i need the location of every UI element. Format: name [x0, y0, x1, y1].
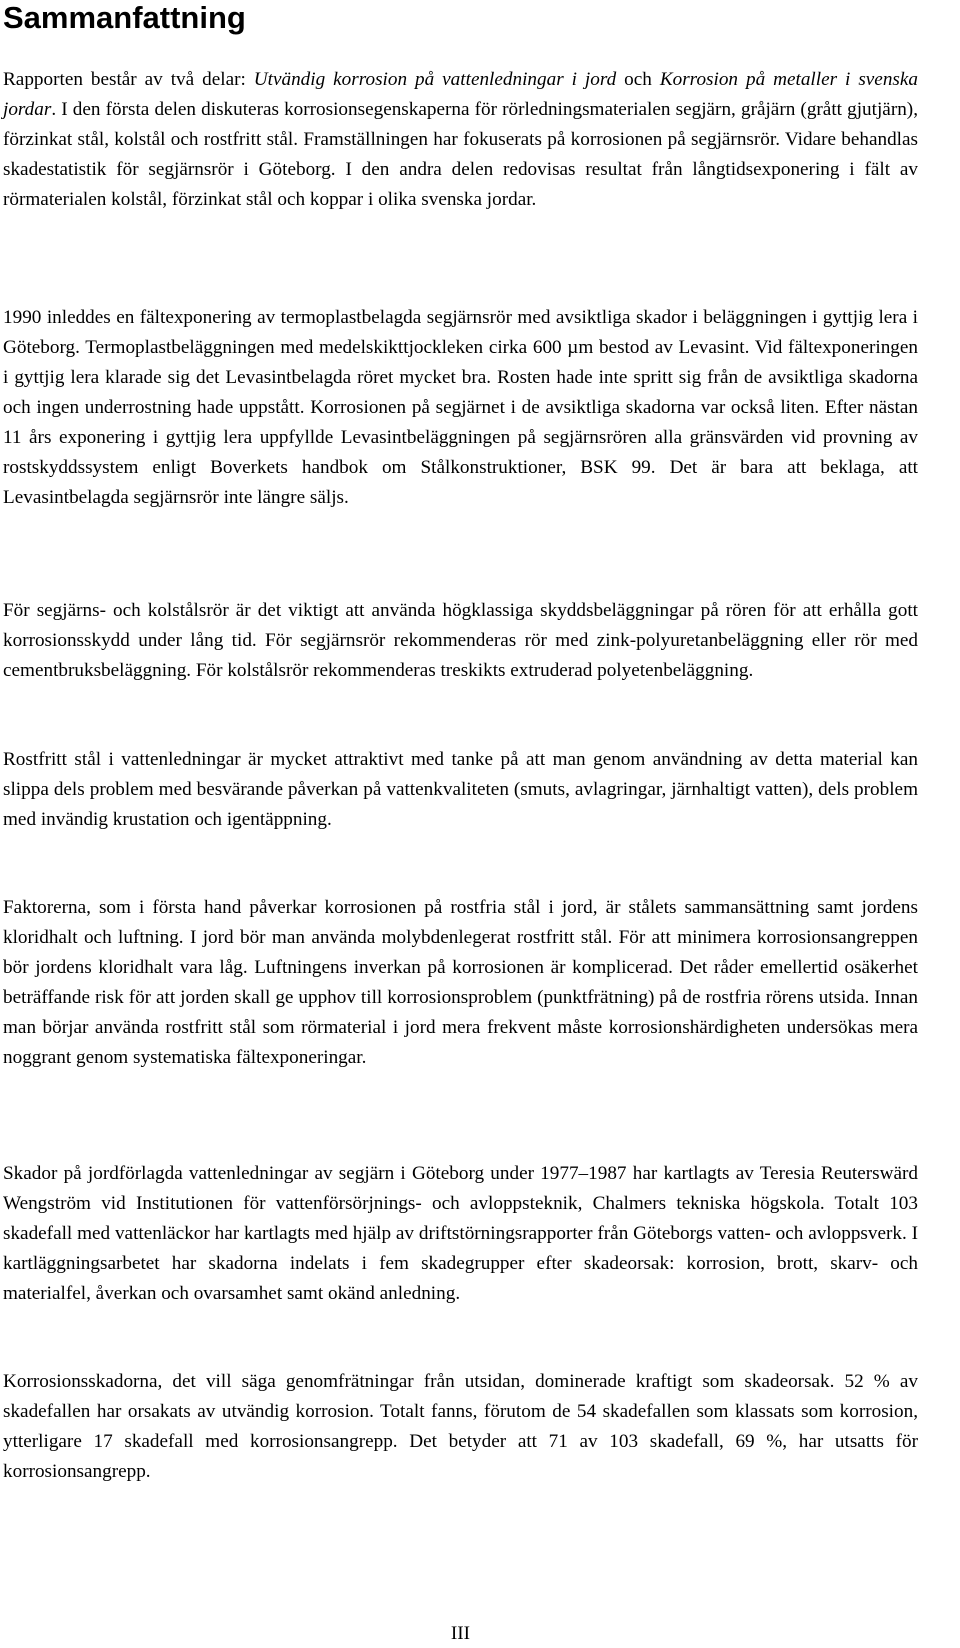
paragraph-factors: Faktorerna, som i första hand påverkar korrosionen på rostfria stål i jord, är stålets sammansättning samt jordens kloridhalt och luftning. I jord bör man använda molybdenlegerat rostfritt stål. För att minimera korrosionsangreppen bör jordens kloridhalt vara låg. Luftningens inverkan på korrosionen är komplicerad. Det råder emellertid osäkerhet beträffande risk för att jorden skall ge upphov till korrosionsproblem (punktfrätning) på de rostfria rörens utsida. Innan man börjar använda rostfritt stål som rörmaterial i jord mera frekvent måste korrosionshärdigheten undersökas mera noggrant genom systematiska fältexponeringar.: [3, 897, 918, 1068]
page-number: III: [450, 1623, 471, 1644]
intro-rest: . I den första delen diskuteras korrosionsegenskaperna för rörledningsmaterialen segjärn, gråjärn (grått gjutjärn), förzinkat stål, kolstål och rostfritt stål. Framställningen har fokuserats på korrosionen på segjärnsrör. Vidare behandlas skadestatistik för segjärnsrör i Göteborg. I den andra delen redovisas resultat från långtidsexponering i fält av rörmaterialen kolstål, förzinkat stål och koppar i olika svenska jordar.: [3, 99, 918, 210]
paragraph-field-exposure: 1990 inleddes en fältexponering av termoplastbelagda segjärnsrör med avsiktliga skador i beläggningen i gyttjig lera i Göteborg. Termoplastbeläggningen med medelskikttjockleken cirka 600 µm bestod av Levasint. Vid fältexponeringen i gyttjig lera klarade sig det Levasintbelagda röret mycket bra. Rosten hade inte spritt sig från de avsiktliga skadorna och ingen underrostning hade uppstått. Korrosionen på segjärnet i de avsiktliga skadorna var också liten. Efter nästan 11 års exponering i gyttjig lera uppfyllde Levasintbeläggningen på segjärnsrören alla gränsvärden vid provning av rostskyddssystem enligt Boverkets handbok om Stålkonstruktioner, BSK 99. Det är bara att beklaga, att Levasintbelagda segjärnsrör inte längre säljs.: [3, 307, 918, 508]
part2-title: Korrosion på metaller i svenska jordar: [3, 69, 918, 120]
paragraph-stainless-steel: Rostfritt stål i vattenledningar är mycket attraktivt med tanke på att man genom användning av detta material kan slippa dels problem med besvärande påverkan på vattenkvaliteten (smuts, avlagringar, järnhaltigt vatten), dels problem med invändig krustation och igentäppning.: [3, 749, 918, 830]
intro-and: och: [616, 69, 660, 90]
paragraph-damage-survey: Skador på jordförlagda vattenledningar av segjärn i Göteborg under 1977–1987 har kartlagts av Teresia Reuterswärd Wengström vid Institutionen för vattenförsörjnings- och avloppsteknik, Chalmers tekniska högskola. Totalt 103 skadefall med vattenläckor har kartlagts med hjälp av driftstörningsrapporter från Göteborgs vatten- och avloppsverk. I kartläggningsarbetet har skadorna indelats i fem skadegrupper efter skadeorsak: korrosion, brott, skarv- och materialfel, åverkan och ovarsamhet samt okänd anledning.: [3, 1163, 918, 1304]
paragraph-corrosion-damage: Korrosionsskadorna, det vill säga genomfrätningar från utsidan, dominerade kraftigt som skadeorsak. 52 % av skadefallen har orsakats av utvändig korrosion. Totalt fanns, förutom de 54 skadefallen som klassats som korrosion, ytterligare 17 skadefall med korrosionsangrepp. Det betyder att 71 av 103 skadefall, 69 %, har utsatts för korrosionsangrepp.: [3, 1371, 918, 1482]
intro-lead: Rapporten består av två delar:: [3, 69, 254, 90]
part1-title: Utvändig korrosion på vattenledningar i jord: [253, 69, 617, 90]
page-title: Sammanfattning: [3, 0, 246, 35]
paragraph-coatings: För segjärns- och kolstålsrör är det viktigt att använda högklassiga skyddsbeläggningar på rören för att erhålla gott korrosionsskydd under lång tid. För segjärnsrör rekommenderas rör med zink-polyuretanbeläggning eller rör med cementbruksbeläggning. För kolstålsrör rekommenderas treskikts extruderad polyetenbeläggning.: [3, 600, 918, 681]
document-page: [3, 0, 918, 1644]
paragraph-intro: [3, 65, 918, 215]
